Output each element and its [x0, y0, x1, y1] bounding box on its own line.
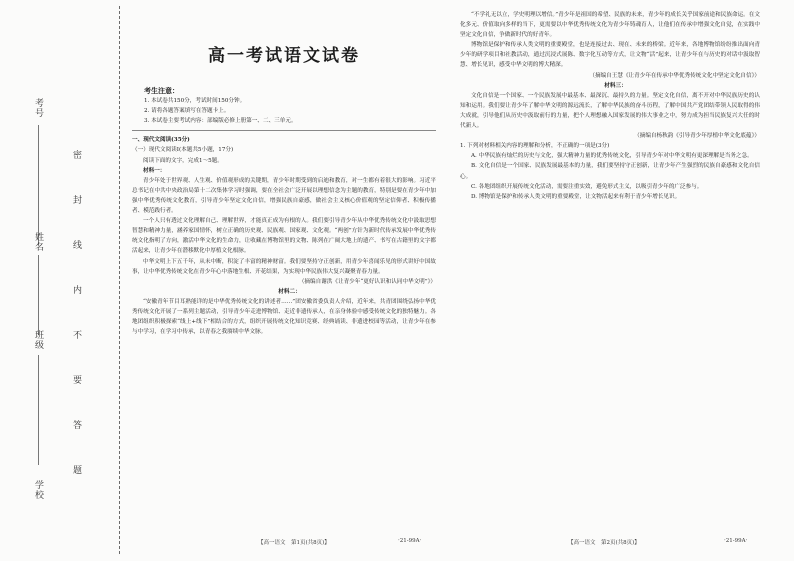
seal-char: 封	[71, 195, 81, 205]
page-2-code: ·21-99A·	[724, 538, 748, 544]
question-1-stem: 1. 下列对材料相关内容的理解和分析，不正确的一项是(3分)	[460, 143, 610, 150]
reading-instruction: 阅读下面的文字，完成1～5题。	[143, 157, 223, 164]
subsection-heading: （一）现代文阅读Ⅰ(本题共5小题，17分)	[132, 147, 234, 154]
page-2-column	[460, 10, 760, 202]
notice-item: 1. 本试卷共150分，考试时间150分钟。	[144, 98, 246, 105]
material-3-paragraph: 文化自信是一个国家、一个民族发展中最基本、最深沉、最持久的力量。坚定文化自信，离不开对中华民族历史的认知和运用。我们要让青少年了解中华文明的源远流长，了解中华民族的奋斗历程，了解中国共产党团结带领人民取得的伟大成就，引导他们从历史中汲取前行的力量，把个人理想融入国家发展的伟大事业之中，努力成为担当民族复兴大任的时代新人。	[460, 92, 760, 130]
question-1-option-c: C. 各地团组织开展传统文化活动，需要注重实效，避免形式主义，以吸引青少年的广泛参与。	[471, 183, 703, 190]
question-1-option-a: A. 中华民族有灿烂的历史与文化，强大精神力量的优秀传统文化，引导青少年对中华文明有更深理解是当务之急。	[471, 153, 753, 160]
material-3-label: 材料三：	[604, 82, 627, 89]
divider	[132, 130, 436, 131]
page-1-code: ·21-99A·	[398, 538, 422, 544]
seal-char: 要	[71, 375, 81, 385]
exam-notice	[132, 86, 436, 126]
binding-dashed-line	[119, 6, 120, 554]
page-2-footer: 【高一语文 第2页(共8页)】	[568, 540, 640, 546]
material-1-paragraph: 中华文明上下五千年，从未中断，积淀了丰富的精神财富。我们要坚持守正创新，用青少年喜闻乐见的形式讲好中国故事，让中华优秀传统文化在青少年心中落地生根、开花结果，为实现中华民族伟大复兴凝聚青春力量。	[132, 258, 436, 275]
material-1-source: （摘编自谢洪《让青少年“更好认识和认同中华文明”》）	[298, 278, 436, 285]
seal-char: 不	[71, 330, 81, 340]
material-2-paragraph: “安徽青年节目耳熟能详的是中华优秀传统文化的讲述者……”团安徽省委负责人介绍，近年来，共青团围绕弘扬中华优秀传统文化开展了一系列主题活动，引导青少年走进博物馆、走近非遗传承人，在亲身体验中感受传统文化的独特魅力。各地团组织积极探索“线上+线下”相结合的方式，组织开展传统文化知识竞赛、经典诵读、非遗进校园等活动，让青少年在参与中学习，在学习中传承，以青春之我赓续中华文脉。	[132, 298, 436, 336]
seal-char: 线	[71, 240, 81, 250]
exam-title: 高一考试语文试卷	[208, 46, 360, 66]
section-heading: 一、现代文阅读(35分)	[132, 137, 190, 144]
binding-label-class: 班级	[33, 330, 43, 350]
binding-label-name: 姓名	[33, 232, 43, 252]
material-1-label: 材料一：	[143, 167, 166, 174]
notice-title: 考生注意：	[144, 86, 179, 95]
notice-item: 2. 请将各题答案填写在答题卡上。	[144, 108, 230, 115]
page-1-column	[132, 10, 436, 337]
binding-margin	[0, 0, 124, 561]
material-2-source: （摘编自王慧《让青少年在传承中华优秀传统文化中坚定文化自信》）	[589, 72, 760, 79]
binding-field-name[interactable]	[38, 255, 39, 335]
page-1-footer: 【高一语文 第1页(共8页)】	[258, 540, 330, 546]
notice-item: 3. 本试卷主要考试内容：部编版必修上册第一、二、三单元。	[144, 118, 297, 125]
material-2-paragraph: 博物馆是保护和传承人类文明的重要殿堂，也是连接过去、现在、未来的桥梁。近年来，各地博物馆纷纷推出面向青少年的研学项目和社教活动，通过沉浸式展陈、数字化互动等方式，让文物“活”起来，让青少年在与历史的对话中汲取智慧、增长见识，感受中华文明的博大精深。	[460, 42, 760, 69]
material-2-label: 材料二：	[278, 288, 301, 295]
material-2-paragraph: “不学礼无以立，学史明理以增信。”青少年是祖国的希望、民族的未来，青少年的成长关乎国家前途和民族命运。在文化多元、价值取向多样的当下，更需要以中华优秀传统文化为青少年铸魂育人，让他们在传承中增强文化自觉，在实践中坚定文化自信，争做新时代的好青年。	[460, 12, 760, 39]
seal-char: 答	[71, 420, 81, 430]
seal-char: 题	[71, 465, 81, 475]
question-1-option-b: B. 文化自信是一个国家、民族发展最基本的力量，我们要坚持守正创新，让青少年产生强烈的民族自豪感和文化自信心。	[460, 163, 760, 180]
material-3-source: （摘编自杨秋韵《引导青少年厚植中华文化底蕴》）	[634, 133, 760, 140]
binding-field-class[interactable]	[38, 355, 39, 465]
question-1-option-d: D. 博物馆是保护和传承人类文明的重要殿堂，让文物活起来有利于青少年增长见识。	[471, 193, 681, 200]
seal-char: 密	[71, 150, 81, 160]
material-1-paragraph: 一个人只有透过文化理解自己、理解世界，才能真正成为有根的人。我们要引导青少年从中华优秀传统文化中汲取思想智慧和精神力量，涵养家国情怀，树立正确的历史观、民族观、国家观、文化观。“两创”方针为新时代传承发展中华优秀传统文化指明了方向，激活中华文化的生命力，让收藏在博物馆里的文物、陈列在广阔大地上的遗产、书写在古籍里的文字都活起来，让青少年在潜移默化中厚植文化根脉。	[132, 218, 436, 255]
binding-field-exam-number[interactable]	[38, 125, 39, 245]
binding-label-exam-number: 考号	[33, 98, 43, 118]
seal-char: 内	[71, 285, 81, 295]
binding-label-school: 学校	[33, 480, 43, 500]
material-1-paragraph: 青少年处于世界观、人生观、价值观形成的关键期，青少年时期受到的启迪和教育，对一生都有着很大的影响。习近平总书记在中共中央政治局第十二次集体学习时强调，要在全社会广泛开展以理想信念为主题的教育，特别是要在青少年中加强中华优秀传统文化教育，引导青少年坚定文化自信，增强民族自豪感，做社会主义核心价值观的坚定信仰者、积极传播者、模范践行者。	[132, 177, 436, 215]
